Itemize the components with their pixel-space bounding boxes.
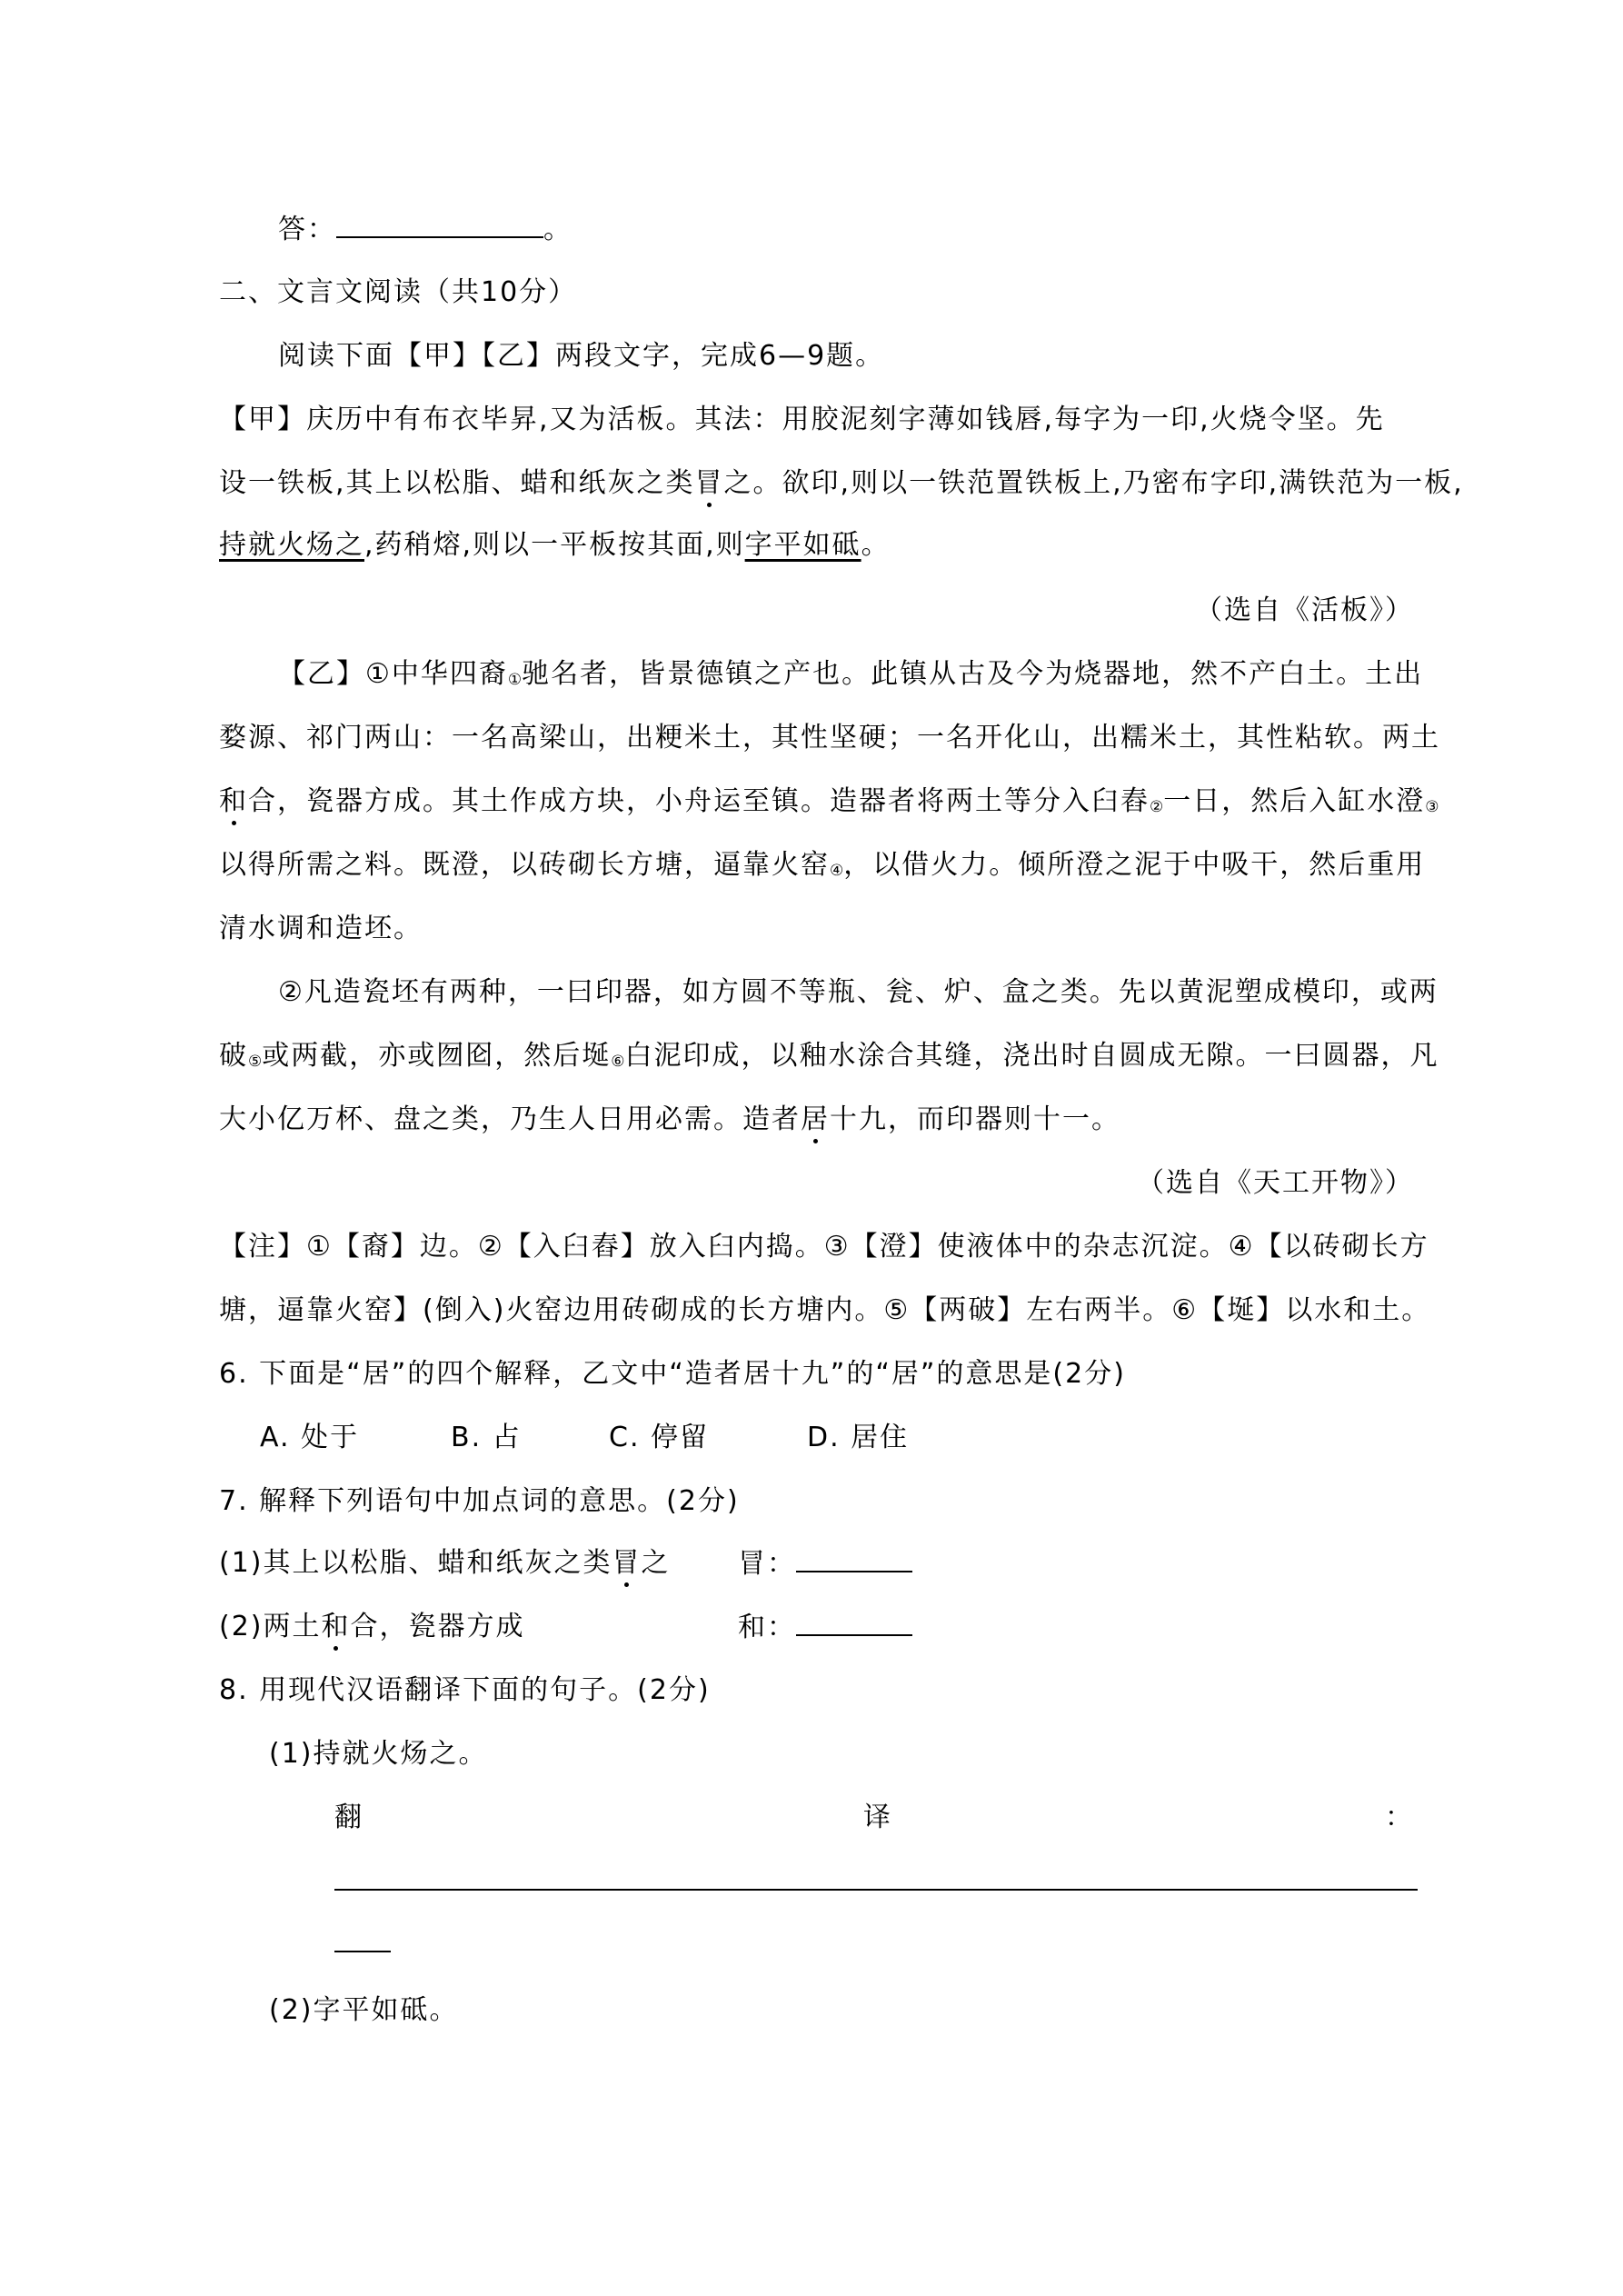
answer-prefix: 答： (278, 214, 336, 245)
jia-line-3 (219, 527, 891, 564)
q7-item-2 (219, 1609, 525, 1645)
q7-stem: 7. 解释下列语句中加点词的意思。(2分) (219, 1485, 740, 1517)
yi-p2-line-3 (219, 1102, 1120, 1138)
note-marker: ⑤ (248, 1053, 263, 1071)
yi-p2-line-1: ②凡造瓷坯有两种，一曰印器，如方圆不等瓶、瓮、炉、盒之类。先以黄泥塑成模印，或两 (278, 976, 1439, 1008)
yi-text: 破 (219, 1040, 248, 1072)
translate-char-2: 译 (863, 1802, 892, 1833)
notes-line-2: 塘，逼靠火窑】(倒入)火窑边用砖砌成的长方塘内。⑤【两破】左右两半。⑥【埏】以水和土。 (219, 1294, 1431, 1326)
dotted-char: 和 (219, 785, 248, 817)
dotted-char: 和 (321, 1611, 351, 1642)
translation-answer-line-tail[interactable] (334, 1951, 391, 1952)
q7-answer-2 (738, 1609, 912, 1646)
underlined-phrase-2: 字平如砥 (744, 529, 861, 561)
yi-p2-line-2 (219, 1038, 1439, 1080)
yi-text: 合，瓷器方成。其土作成方块，小舟运至镇。造器者将两土等分入臼舂 (248, 785, 1150, 817)
translate-char-3: ： (1385, 1802, 1414, 1833)
note-marker: ② (1150, 798, 1164, 816)
answer-line (278, 211, 573, 248)
notes-line-1: 【注】①【裔】边。②【入臼舂】放入臼内捣。③【澄】使液体中的杂志沉淀。④【以砖砌长方 (219, 1231, 1429, 1263)
note-marker: ③ (1425, 798, 1439, 816)
q6-option-d[interactable]: D. 居住 (807, 1422, 910, 1453)
reading-intro: 阅读下面【甲】【乙】两段文字，完成6—9题。 (278, 340, 885, 372)
q6-option-b[interactable]: B. 占 (451, 1422, 522, 1453)
q7-item-1-text: (1)其上以松脂、蜡和纸灰之类 (219, 1547, 612, 1579)
answer-suffix: 。 (543, 214, 573, 245)
dotted-char: 冒 (612, 1547, 642, 1579)
underlined-phrase-1: 持就火炀之 (219, 529, 364, 561)
q7-answer-2-label: 和： (738, 1612, 796, 1643)
jia-line-2-text: 设一铁板,其上以松脂、蜡和纸灰之类 (219, 467, 695, 499)
yi-text: 大小亿万杯、盘之类，乃生人日用必需。造者 (219, 1103, 801, 1135)
jia-source: （选自《活板》） (1195, 594, 1414, 626)
dotted-char: 冒 (694, 467, 724, 499)
q7-answer-1-blank[interactable] (796, 1545, 912, 1572)
yi-text: 以得所需之料。既澄，以砖砌长方塘，逼靠火窑 (219, 849, 830, 881)
yi-p1-line-2: 婺源、祁门两山：一名高梁山，出粳米土，其性坚硬；一名开化山，出糯米土，其性粘软。两土 (219, 722, 1440, 754)
jia-line-3-text: ,药稍熔,则以一平板按其面,则 (364, 529, 745, 561)
translate-char-1: 翻 (334, 1802, 363, 1833)
translation-answer-line[interactable] (334, 1889, 1418, 1891)
yi-text: 驰名者，皆景德镇之产也。此镇从古及今为烧器地，然不产白土。土出 (522, 658, 1424, 690)
yi-p1-line-1 (278, 656, 1423, 698)
yi-p1-line-4 (219, 847, 1425, 889)
q7-answer-2-blank[interactable] (796, 1609, 912, 1636)
jia-line-3-end: 。 (861, 529, 891, 561)
q7-answer-1-label: 冒： (738, 1548, 796, 1580)
q7-item-2-text: (2)两土 (219, 1611, 322, 1642)
yi-p1-line-3 (219, 784, 1439, 825)
yi-source: （选自《天工开物》） (1137, 1167, 1414, 1199)
dotted-char: 居 (801, 1103, 830, 1135)
q7-answer-1 (738, 1545, 912, 1582)
q6-option-c[interactable]: C. 停留 (609, 1422, 710, 1453)
yi-text: 【乙】①中华四裔 (278, 658, 508, 690)
q7-item-1 (219, 1545, 671, 1582)
yi-text: ，以借火力。倾所澄之泥于中吸干，然后重用 (843, 849, 1426, 881)
yi-text: 一日，然后入缸水澄 (1163, 785, 1426, 817)
note-marker: ⑥ (611, 1053, 625, 1071)
q8-item-2: (2)字平如砥。 (269, 1994, 459, 2026)
yi-text: 十九，而印器则十一。 (830, 1103, 1120, 1135)
q7-item-1-text-b: 之 (641, 1547, 671, 1579)
q6-stem: 6. 下面是“居”的四个解释，乙文中“造者居十九”的“居”的意思是(2分) (219, 1358, 1126, 1390)
jia-line-2-text-b: 之。欲印,则以一铁范置铁板上,乃密布字印,满铁范为一板, (723, 467, 1464, 499)
q8-item-1: (1)持就火炀之。 (269, 1738, 488, 1770)
q6-option-a[interactable]: A. 处于 (260, 1422, 360, 1453)
note-marker: ④ (830, 862, 844, 880)
q8-stem: 8. 用现代汉语翻译下面的句子。(2分) (219, 1674, 711, 1706)
yi-text: 白泥印成，以釉水涂合其缝，浇出时自圆成无隙。一曰圆器，凡 (624, 1040, 1439, 1072)
note-marker: ① (507, 671, 523, 689)
answer-blank[interactable] (336, 211, 543, 238)
yi-p1-line-5: 清水调和造坯。 (219, 913, 423, 944)
yi-text: 或两截，亦或囫囵，然后埏 (262, 1040, 612, 1072)
q7-item-2-text-b: 合，瓷器方成 (350, 1611, 525, 1642)
jia-line-2 (219, 465, 1464, 502)
section-title: 二、文言文阅读（共10分） (219, 276, 578, 308)
jia-line-1: 【甲】庆历中有布衣毕昇,又为活板。其法：用胶泥刻字薄如钱唇,每字为一印,火烧令坚。先 (219, 404, 1385, 435)
